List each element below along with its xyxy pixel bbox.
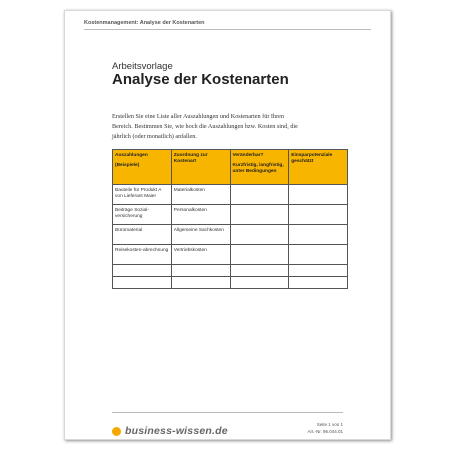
column-header-label: Auszahlungen — [115, 153, 148, 158]
column-header-label: Zuordnung zur Kostenart — [173, 153, 208, 164]
page-info — [307, 421, 343, 435]
table-cell — [289, 225, 348, 245]
table-cell: Reisekosten-abrechnung — [113, 245, 172, 265]
cost-analysis-table — [112, 149, 348, 289]
article-number: Art.-Nr. 96.044.01 — [307, 429, 343, 434]
table-cell — [289, 205, 348, 225]
table-cell — [230, 245, 289, 265]
table-cell: Materialkosten — [171, 185, 230, 205]
table-cell — [230, 185, 289, 205]
table-cell — [171, 265, 230, 277]
table-row-empty — [113, 277, 348, 289]
table-cell — [289, 245, 348, 265]
table-cell — [230, 205, 289, 225]
column-header-einsparpotenziale — [289, 150, 348, 185]
table-cell: Bauteile für Produkt A von Lieferant Maier — [113, 185, 172, 205]
table-cell: Beiträge Sozial-versicherung — [113, 205, 172, 225]
column-header-note: Kurzfristig, langfristig, unter Bedingungen — [232, 163, 284, 174]
page-number: Seite 1 von 1 — [316, 422, 343, 427]
table-cell — [171, 277, 230, 289]
table-cell — [113, 277, 172, 289]
table-header-row — [113, 150, 348, 185]
intro-line: jährlich (oder monatlich) anfallen. — [112, 133, 197, 140]
table-cell — [113, 265, 172, 277]
column-header-veraenderbar — [230, 150, 289, 185]
table-cell: Allgemeine Sachkosten — [171, 225, 230, 245]
logo-text: business-wissen.de — [125, 425, 228, 437]
table-row — [113, 185, 348, 205]
column-header-auszahlungen — [113, 150, 172, 185]
table-cell — [230, 225, 289, 245]
intro-line: Bereich. Bestimmen Sie, wie hoch die Auszahlungen bzw. Kosten sind, die — [112, 123, 298, 130]
column-header-kostenart — [171, 150, 230, 185]
document-subtitle: Arbeitsvorlage — [112, 61, 173, 72]
document-title: Analyse der Kostenarten — [112, 71, 289, 88]
table-row-empty — [113, 265, 348, 277]
document-page — [64, 10, 391, 440]
table-cell — [230, 265, 289, 277]
intro-line: Erstellen Sie eine Liste aller Auszahlungen und Kostenarten für Ihren — [112, 113, 284, 120]
table-cell — [289, 277, 348, 289]
table-row — [113, 225, 348, 245]
table-cell — [230, 277, 289, 289]
table-cell: Vertriebskosten — [171, 245, 230, 265]
intro-paragraph — [112, 112, 352, 142]
column-header-note: (Beispiele) — [115, 163, 140, 168]
table-cell: Personalkosten — [171, 205, 230, 225]
table-row — [113, 245, 348, 265]
table-cell: Büromaterial — [113, 225, 172, 245]
footer-divider — [112, 412, 343, 413]
header-divider — [84, 29, 371, 30]
column-header-label: Einsparpotenziale geschätzt — [291, 153, 333, 164]
table-row — [113, 205, 348, 225]
brand-logo — [112, 425, 228, 437]
table-cell — [289, 185, 348, 205]
page-header: Kostenmanagement: Analyse der Kostenarten — [84, 20, 205, 26]
column-header-label: Veränderbar? — [232, 153, 264, 158]
logo-dot-icon — [112, 427, 121, 436]
table-cell — [289, 265, 348, 277]
